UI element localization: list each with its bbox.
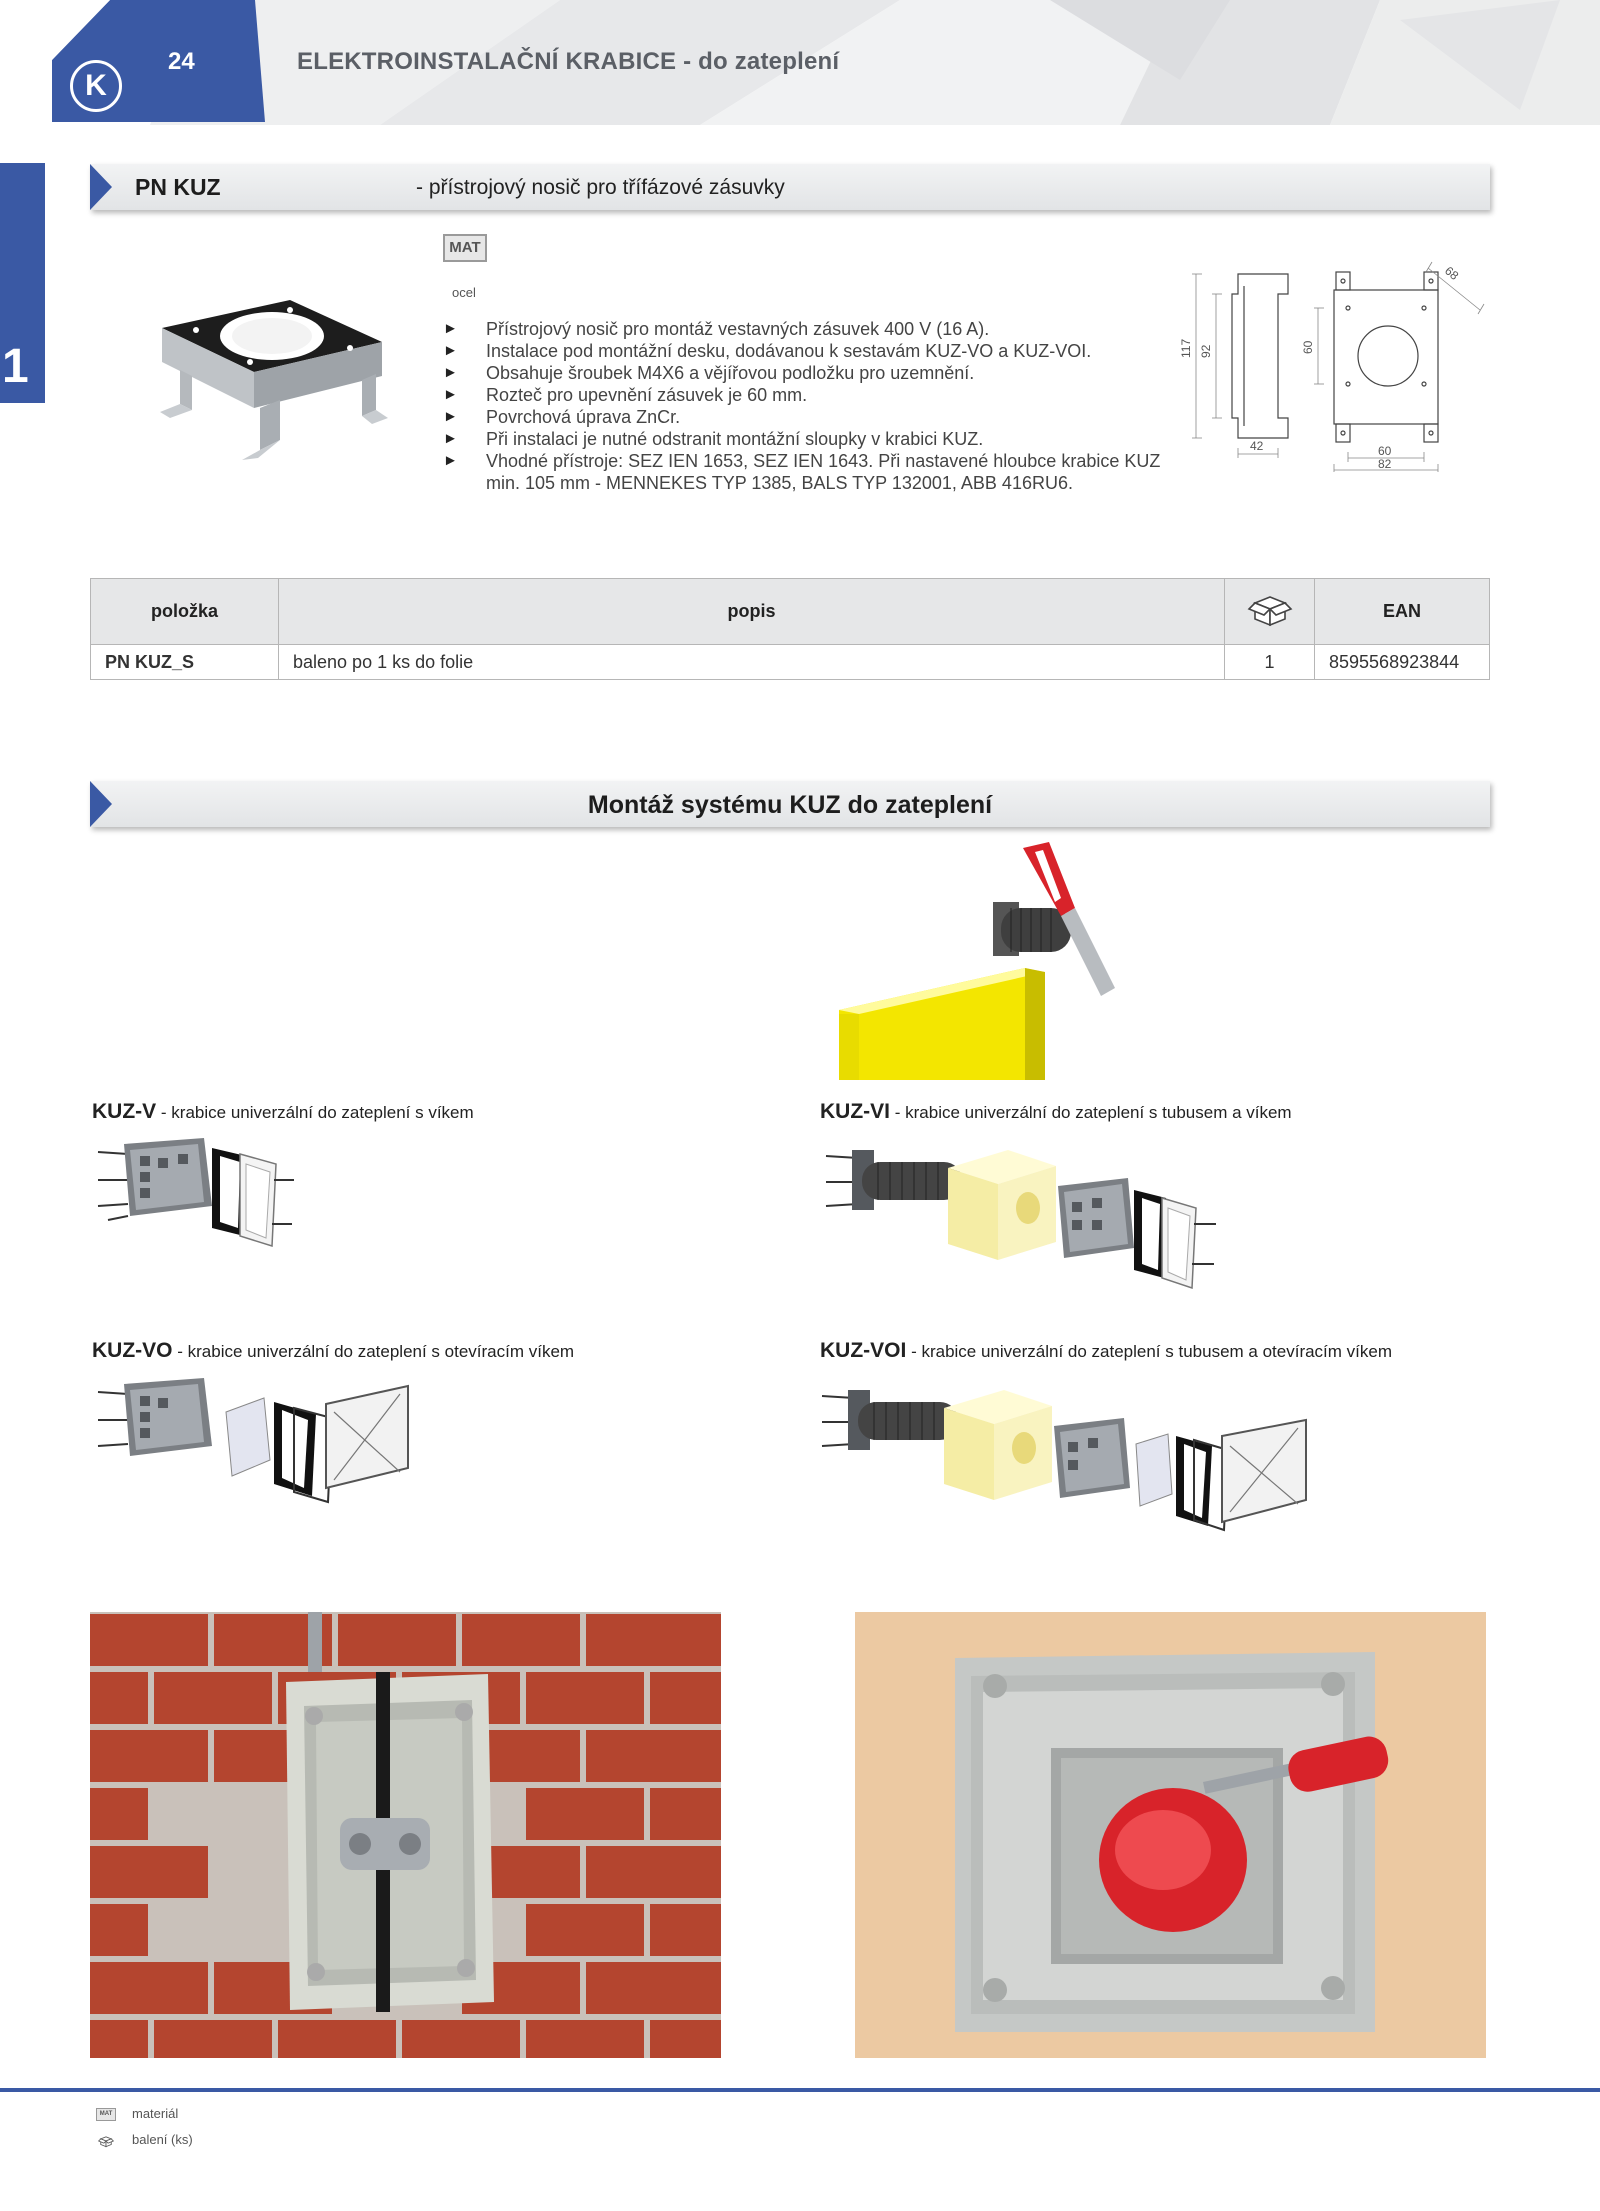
cell-packaging: 1 (1225, 645, 1315, 680)
dim-82: 82 (1378, 457, 1392, 471)
table-row (91, 645, 1490, 680)
insulation-cutting-illustration (835, 838, 1125, 1083)
feature-item: ► Povrchová úprava ZnCr. (443, 406, 1163, 428)
socket-installation-photo (855, 1612, 1486, 2058)
cell-item: PN KUZ_S (91, 645, 279, 680)
product-code: PN KUZ (135, 174, 221, 200)
box-icon (1247, 589, 1293, 629)
column-header-ean: EAN (1315, 579, 1490, 645)
legend-packaging-label: balení (ks) (132, 2132, 193, 2147)
kuz-v-exploded-image (94, 1136, 304, 1256)
product-section-bar (90, 164, 1490, 210)
column-header-description: popis (279, 579, 1225, 645)
material-badge: MAT (443, 234, 487, 262)
page-number: 24 (168, 48, 195, 75)
table-header-row (91, 579, 1490, 645)
dim-92: 92 (1199, 344, 1213, 358)
dim-68: 68 (1442, 263, 1462, 283)
legend-packaging (96, 2132, 193, 2148)
variant-title-kuz-voi: KUZ-VOI - krabice univerzální do zateplení s tubusem a otevíracím víkem (820, 1339, 1393, 1362)
section-arrow-icon (90, 164, 112, 210)
variant-title-kuz-v: KUZ-V - krabice univerzální do zateplení s víkem (92, 1100, 474, 1123)
chapter-number: 1 (2, 340, 29, 393)
kuz-vi-exploded-image (822, 1136, 1232, 1296)
brick-wall-installation-photo (90, 1612, 721, 2058)
product-subtitle: - přístrojový nosič pro třífázové zásuvky (416, 176, 785, 199)
legend-material (96, 2106, 178, 2121)
montaz-section-bar (90, 781, 1490, 827)
variant-title-kuz-vo: KUZ-VO - krabice univerzální do zateplení s otevíracím víkem (92, 1339, 575, 1362)
material-value: ocel (452, 285, 476, 300)
product-table (90, 578, 1490, 680)
feature-item: ► Instalace pod montážní desku, dodávanou k sestavám KUZ-VO a KUZ-VOI. (443, 340, 1163, 362)
feature-item: ► Vhodné přístroje: SEZ IEN 1653, SEZ IEN 1643. Při nastavené hloubce krabice KUZ min. 105 mm - MENNEKES TYP 1385, BALS TYP 132001, ABB 416RU6. (443, 450, 1163, 494)
company-logo: K (70, 60, 122, 112)
feature-item: ► Při instalaci je nutné odstranit montážní sloupky v krabici KUZ. (443, 428, 1163, 450)
column-header-item: položka (91, 579, 279, 645)
product-feature-list (443, 318, 1163, 494)
page-header-title: ELEKTROINSTALAČNÍ KRABICE - do zateplení (297, 48, 840, 75)
cell-description: baleno po 1 ks do folie (279, 645, 1225, 680)
feature-item: ► Rozteč pro upevnění zásuvek je 60 mm. (443, 384, 1163, 406)
footer-divider (0, 2088, 1600, 2092)
page-header (0, 0, 1600, 125)
dim-42: 42 (1250, 439, 1264, 453)
box-icon (96, 2134, 116, 2148)
chapter-tab (0, 163, 45, 403)
montaz-section-title: Montáž systému KUZ do zateplení (587, 791, 993, 819)
dim-60-horizontal: 60 (1378, 444, 1392, 458)
technical-drawing (1178, 258, 1488, 473)
material-legend-icon: MAT (96, 2108, 116, 2121)
kuz-voi-exploded-image (818, 1376, 1318, 1536)
column-header-packaging (1225, 579, 1315, 645)
variant-title-kuz-vi: KUZ-VI - krabice univerzální do zateplení s tubusem a víkem (820, 1100, 1292, 1123)
dim-60-vertical: 60 (1301, 340, 1315, 354)
feature-item: ► Obsahuje šroubek M4X6 a vějířovou podložku pro uzemnění. (443, 362, 1163, 384)
cell-ean: 8595568923844 (1315, 645, 1490, 680)
legend-material-label: materiál (132, 2106, 179, 2121)
kuz-vo-exploded-image (94, 1376, 424, 1526)
dim-117: 117 (1179, 338, 1193, 358)
feature-item: ► Přístrojový nosič pro montáž vestavných zásuvek 400 V (16 A). (443, 318, 1163, 340)
bracket-product-image (150, 290, 390, 490)
